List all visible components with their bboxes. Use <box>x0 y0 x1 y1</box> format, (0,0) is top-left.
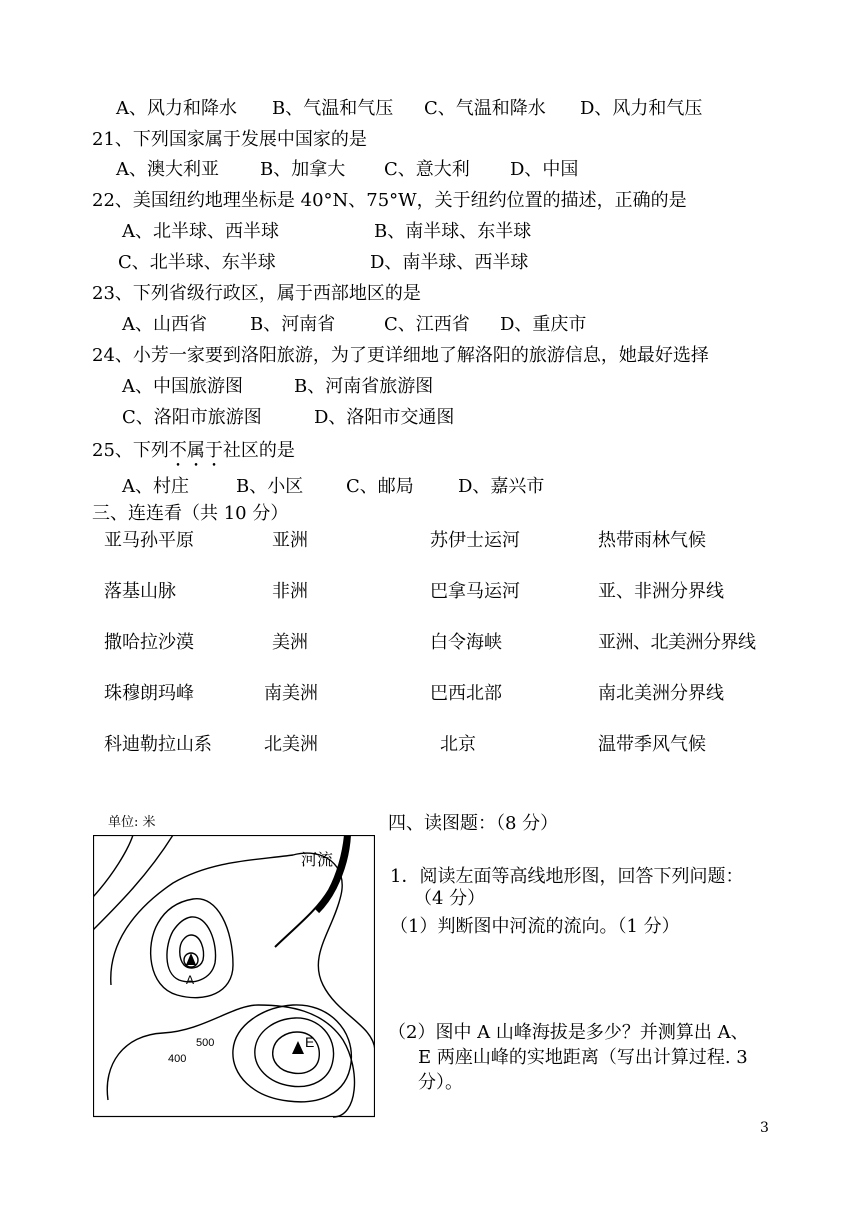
q22-option-a: A、北半球、西半球 <box>122 221 279 242</box>
q25-option-c: C、邮局 <box>346 476 414 497</box>
q23-option-c: C、江西省 <box>384 314 470 335</box>
match-col1-item: 落基山脉 <box>104 581 176 602</box>
q22-option-b: B、南半球、东半球 <box>374 221 532 242</box>
match-col2-item: 非洲 <box>272 581 308 602</box>
q21-option-a: A、澳大利亚 <box>116 159 219 180</box>
match-col3-item: 巴拿马运河 <box>430 581 520 602</box>
q24-option-c: C、洛阳市旅游图 <box>122 407 262 428</box>
match-col4-item: 温带季风气候 <box>598 734 706 755</box>
match-col3-item: 苏伊士运河 <box>430 530 520 551</box>
q25-option-b: B、小区 <box>236 476 304 497</box>
peak-a-label: A <box>186 973 195 987</box>
q21-option-d: D、中国 <box>510 159 579 180</box>
match-col3-item: 白令海峡 <box>430 632 502 653</box>
q23-option-a: A、山西省 <box>122 314 207 335</box>
contour-500-label: 500 <box>196 1037 215 1049</box>
q24-option-a: A、中国旅游图 <box>122 376 243 397</box>
q25-stem <box>92 440 295 471</box>
q23-option-b: B、河南省 <box>250 314 336 335</box>
match-col2-item: 美洲 <box>272 632 308 653</box>
section4-sub2-line2: E 两座山峰的实地距离（写出计算过程. 3 <box>418 1047 748 1068</box>
river-label: 河流 <box>301 852 334 869</box>
section4-q1: 1．阅读左面等高线地形图，回答下列问题： <box>390 866 744 887</box>
q25-option-a: A、村庄 <box>122 476 189 497</box>
match-col2-item: 南美洲 <box>264 683 318 704</box>
q22-option-d: D、南半球、西半球 <box>370 252 529 273</box>
q20-option-d: D、风力和气压 <box>580 98 703 119</box>
section4-sub1: （1）判断图中河流的流向。（1 分） <box>390 916 680 937</box>
q24-option-b: B、河南省旅游图 <box>294 376 434 397</box>
page-number: 3 <box>760 1120 769 1136</box>
q20-option-c: C、气温和降水 <box>424 98 546 119</box>
match-col3-item: 北京 <box>440 734 476 755</box>
section4-sub2-line1: （2）图中 A 山峰海拔是多少？并测算出 A、 <box>388 1022 749 1043</box>
match-col4-item: 亚洲、北美洲分界线 <box>598 632 756 653</box>
contour-map <box>93 835 375 1119</box>
section4-q1-score: （4 分） <box>414 888 486 909</box>
match-col3-item: 巴西北部 <box>430 683 502 704</box>
map-unit-label: 单位: 米 <box>108 815 156 830</box>
match-col4-item: 热带雨林气候 <box>598 530 706 551</box>
match-col1-item: 亚马孙平原 <box>104 530 194 551</box>
q25-stem-prefix: 25、下列 <box>92 440 169 461</box>
section4-title: 四、读图题：（8 分） <box>388 813 559 834</box>
match-col1-item: 科迪勒拉山系 <box>104 734 212 755</box>
q20-option-b: B、气温和气压 <box>272 98 394 119</box>
contour-400-label: 400 <box>168 1053 187 1065</box>
q20-option-a: A、风力和降水 <box>116 98 237 119</box>
q22-stem: 22、美国纽约地理坐标是 40°N、75°W，关于纽约位置的描述，正确的是 <box>92 190 687 211</box>
match-col4-item: 南北美洲分界线 <box>598 683 724 704</box>
section4-sub2-line3: 分）。 <box>418 1072 463 1093</box>
q23-option-d: D、重庆市 <box>500 314 587 335</box>
q25-stem-emphasis: 不属于 <box>168 440 223 461</box>
q22-option-c: C、北半球、东半球 <box>118 252 276 273</box>
peak-e-label: E <box>305 1034 315 1050</box>
q24-option-d: D、洛阳市交通图 <box>314 407 455 428</box>
q21-stem: 21、下列国家属于发展中国家的是 <box>92 129 367 150</box>
match-col1-item: 撒哈拉沙漠 <box>104 632 194 653</box>
match-col1-item: 珠穆朗玛峰 <box>104 683 194 704</box>
match-col4-item: 亚、非洲分界线 <box>598 581 724 602</box>
q21-option-b: B、加拿大 <box>260 159 346 180</box>
q25-stem-suffix: 社区的是 <box>222 440 295 461</box>
q21-option-c: C、意大利 <box>384 159 470 180</box>
match-col2-item: 北美洲 <box>264 734 318 755</box>
q23-stem: 23、下列省级行政区，属于西部地区的是 <box>92 283 421 304</box>
section3-title: 三、连连看（共 10 分） <box>92 503 289 524</box>
match-col2-item: 亚洲 <box>272 530 308 551</box>
q24-stem: 24、小芳一家要到洛阳旅游，为了更详细地了解洛阳的旅游信息，她最好选择 <box>92 345 709 366</box>
q25-option-d: D、嘉兴市 <box>458 476 545 497</box>
